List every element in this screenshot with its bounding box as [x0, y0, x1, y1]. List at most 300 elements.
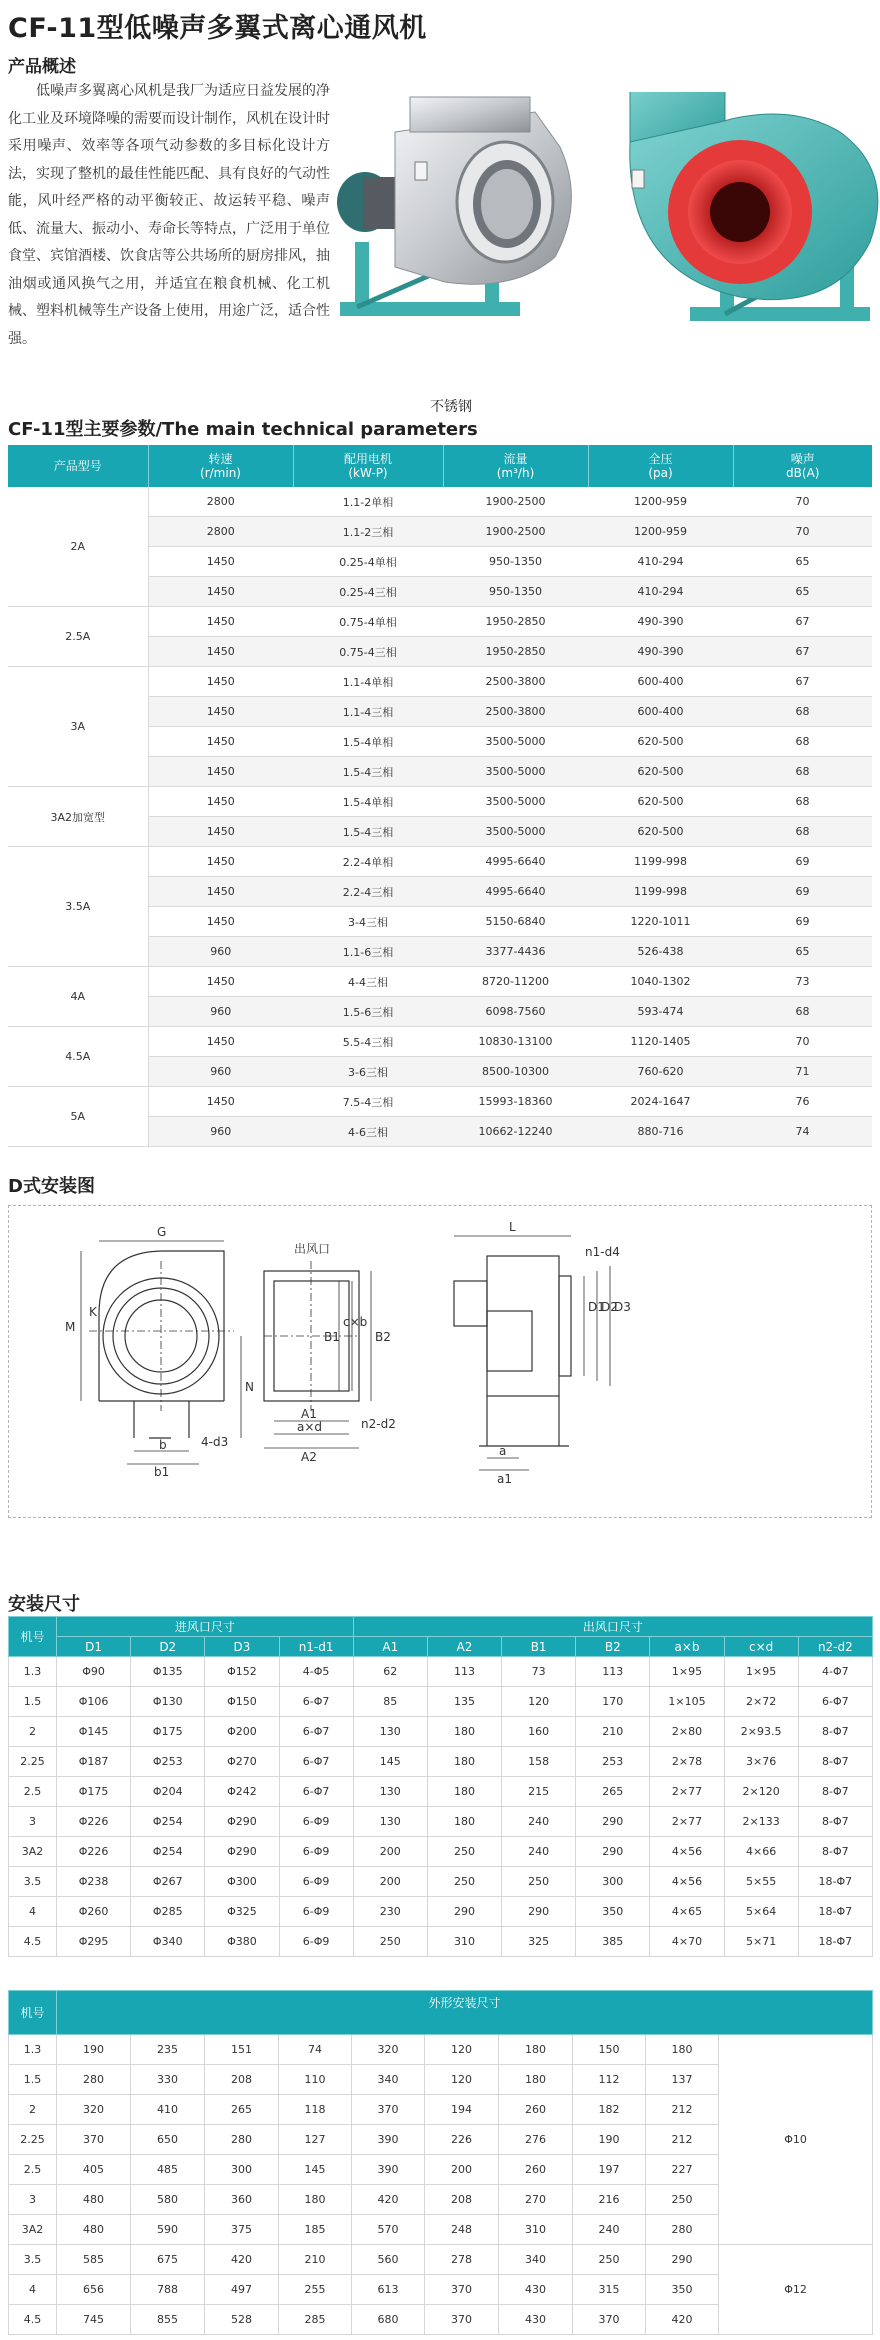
- install-cell: 250: [427, 1837, 501, 1867]
- dim-b1: b1: [154, 1465, 170, 1479]
- outline-row: [9, 2245, 873, 2275]
- outline-machine-cell: 4: [9, 2275, 57, 2305]
- outline-cell: 430: [499, 2305, 573, 2335]
- params-cell: 15993-18360: [443, 1087, 588, 1117]
- params-model-cell: 2.5A: [8, 607, 148, 667]
- dim-cxb: c×b: [343, 1315, 368, 1329]
- outline-cell: 745: [57, 2305, 131, 2335]
- install-row: [9, 1777, 873, 1807]
- install-cell: 215: [502, 1777, 576, 1807]
- params-cell: 1.1-6三相: [293, 937, 443, 967]
- outline-cell: 265: [205, 2095, 279, 2125]
- params-cell: 1220-1011: [588, 907, 733, 937]
- params-cell: 8500-10300: [443, 1057, 588, 1087]
- install-row: [9, 1927, 873, 1957]
- install-col-header: B1: [502, 1637, 576, 1657]
- params-cell: 3377-4436: [443, 937, 588, 967]
- outline-row: [9, 2035, 873, 2065]
- outline-cell: 270: [499, 2185, 573, 2215]
- params-cell: 4-6三相: [293, 1117, 443, 1147]
- install-cell: 310: [427, 1927, 501, 1957]
- install-cell: 290: [502, 1897, 576, 1927]
- install-col-header: D1: [57, 1637, 131, 1657]
- install-cell: Φ204: [131, 1777, 205, 1807]
- params-cell: 1.5-4单相: [293, 787, 443, 817]
- params-cell: 70: [733, 517, 872, 547]
- install-cell: 325: [502, 1927, 576, 1957]
- install-cell: 113: [576, 1657, 650, 1687]
- params-cell: 620-500: [588, 727, 733, 757]
- params-cell: 0.25-4单相: [293, 547, 443, 577]
- outline-cell: 182: [573, 2095, 646, 2125]
- params-cell: 1450: [148, 667, 293, 697]
- install-cell: 62: [353, 1657, 427, 1687]
- install-cell: Φ187: [57, 1747, 131, 1777]
- outline-cell: 255: [279, 2275, 352, 2305]
- params-cell: 0.25-4三相: [293, 577, 443, 607]
- outline-cell: 276: [499, 2125, 573, 2155]
- outline-machine-cell: 1.3: [9, 2035, 57, 2065]
- params-heading: CF-11型主要参数/The main technical parameters: [8, 419, 478, 440]
- outline-cell: 260: [499, 2095, 573, 2125]
- outline-cell: 410: [131, 2095, 205, 2125]
- outline-cell: 330: [131, 2065, 205, 2095]
- params-cell: 1.5-6三相: [293, 997, 443, 1027]
- teal-fan-image: [630, 92, 878, 321]
- params-cell: 410-294: [588, 547, 733, 577]
- outline-cell: 150: [573, 2035, 646, 2065]
- install-cell: 1×105: [650, 1687, 724, 1717]
- install-cell: Φ290: [205, 1837, 279, 1867]
- install-col-header: B2: [576, 1637, 650, 1657]
- install-cell: 5×64: [724, 1897, 798, 1927]
- outline-cell: 390: [352, 2125, 425, 2155]
- params-cell: 1.1-2单相: [293, 487, 443, 517]
- params-row: [8, 967, 872, 997]
- outline-cell: 590: [131, 2215, 205, 2245]
- install-cell: 2×120: [724, 1777, 798, 1807]
- outline-cell: 360: [205, 2185, 279, 2215]
- params-cell: 69: [733, 847, 872, 877]
- params-cell: 760-620: [588, 1057, 733, 1087]
- install-cell: 4-Φ7: [798, 1657, 872, 1687]
- params-row: [8, 847, 872, 877]
- install-cell: 2×133: [724, 1807, 798, 1837]
- outline-machine-cell: 3: [9, 2185, 57, 2215]
- outline-machine-cell: 1.5: [9, 2065, 57, 2095]
- outline-cell: 485: [131, 2155, 205, 2185]
- params-cell: 1950-2850: [443, 607, 588, 637]
- install-cell: 250: [353, 1927, 427, 1957]
- params-cell: 1.1-2三相: [293, 517, 443, 547]
- outline-cell: 248: [425, 2215, 499, 2245]
- install-machine-cell: 1.3: [9, 1657, 57, 1687]
- params-cell: 68: [733, 997, 872, 1027]
- outline-cell: 420: [646, 2305, 719, 2335]
- install-cell: 6-Φ9: [279, 1897, 353, 1927]
- params-cell: 10662-12240: [443, 1117, 588, 1147]
- dim-G: G: [157, 1225, 167, 1239]
- outlet-label: 出风口: [294, 1242, 331, 1256]
- install-cell: 290: [427, 1897, 501, 1927]
- install-cell: Φ200: [205, 1717, 279, 1747]
- install-machine-cell: 1.5: [9, 1687, 57, 1717]
- install-cell: 250: [427, 1867, 501, 1897]
- install-row: [9, 1747, 873, 1777]
- params-cell: 1450: [148, 847, 293, 877]
- outline-cell: 613: [352, 2275, 425, 2305]
- install-header-row-2: [9, 1637, 873, 1657]
- params-cell: 1900-2500: [443, 517, 588, 547]
- outline-cell: 480: [57, 2185, 131, 2215]
- outline-cell: 675: [131, 2245, 205, 2275]
- outline-machine-cell: 2.25: [9, 2125, 57, 2155]
- outline-cell: 528: [205, 2305, 279, 2335]
- header-pressure: 全压 (pa): [588, 445, 733, 487]
- install-cell: 2×80: [650, 1717, 724, 1747]
- install-cell: 85: [353, 1687, 427, 1717]
- params-cell: 69: [733, 907, 872, 937]
- outline-cell: 375: [205, 2215, 279, 2245]
- install-cell: 3×76: [724, 1747, 798, 1777]
- install-cell: 8-Φ7: [798, 1777, 872, 1807]
- outline-cell: 216: [573, 2185, 646, 2215]
- install-cell: 6-Φ7: [279, 1777, 353, 1807]
- install-cell: 2×77: [650, 1807, 724, 1837]
- install-cell: 18-Φ7: [798, 1927, 872, 1957]
- outline-cell: 370: [573, 2305, 646, 2335]
- install-cell: Φ295: [57, 1927, 131, 1957]
- dim-b: b: [159, 1438, 167, 1452]
- params-model-cell: 3A: [8, 667, 148, 787]
- outline-cell: 315: [573, 2275, 646, 2305]
- install-cell: Φ175: [131, 1717, 205, 1747]
- outline-cell: 180: [279, 2185, 352, 2215]
- install-cell: 18-Φ7: [798, 1897, 872, 1927]
- outline-cell: 656: [57, 2275, 131, 2305]
- install-row: [9, 1837, 873, 1867]
- install-machine-cell: 2.5: [9, 1777, 57, 1807]
- install-cell: 6-Φ9: [279, 1807, 353, 1837]
- params-cell: 10830-13100: [443, 1027, 588, 1057]
- install-cell: 8-Φ7: [798, 1837, 872, 1867]
- install-header-row-1: [9, 1617, 873, 1637]
- install-cell: 265: [576, 1777, 650, 1807]
- params-cell: 1450: [148, 787, 293, 817]
- install-cell: 1×95: [650, 1657, 724, 1687]
- install-col-header: A2: [427, 1637, 501, 1657]
- installation-diagram: [8, 1205, 872, 1518]
- outline-cell: 197: [573, 2155, 646, 2185]
- install-cell: Φ300: [205, 1867, 279, 1897]
- params-cell: 620-500: [588, 817, 733, 847]
- params-cell: 410-294: [588, 577, 733, 607]
- params-row: [8, 607, 872, 637]
- install-cell: 4×56: [650, 1867, 724, 1897]
- params-cell: 0.75-4三相: [293, 637, 443, 667]
- outline-cell: 120: [425, 2065, 499, 2095]
- install-cell: 350: [576, 1897, 650, 1927]
- install-cell: Φ145: [57, 1717, 131, 1747]
- params-cell: 74: [733, 1117, 872, 1147]
- install-machine-cell: 2.25: [9, 1747, 57, 1777]
- install-cell: Φ242: [205, 1777, 279, 1807]
- outline-cell: 250: [646, 2185, 719, 2215]
- install-col-header: n2-d2: [798, 1637, 872, 1657]
- outline-cell: 112: [573, 2065, 646, 2095]
- install-cell: 4-Φ5: [279, 1657, 353, 1687]
- install-cell: 253: [576, 1747, 650, 1777]
- params-cell: 68: [733, 757, 872, 787]
- params-row: [8, 1087, 872, 1117]
- params-cell: 1900-2500: [443, 487, 588, 517]
- params-cell: 2.2-4三相: [293, 877, 443, 907]
- install-col-header: D3: [205, 1637, 279, 1657]
- params-cell: 1450: [148, 817, 293, 847]
- outline-cell: 127: [279, 2125, 352, 2155]
- outline-machine-header: 机号: [9, 1991, 57, 2035]
- params-cell: 2500-3800: [443, 697, 588, 727]
- install-cell: 290: [576, 1807, 650, 1837]
- outline-cell: 497: [205, 2275, 279, 2305]
- params-cell: 1.5-4三相: [293, 757, 443, 787]
- install-cell: Φ340: [131, 1927, 205, 1957]
- params-cell: 600-400: [588, 697, 733, 727]
- outline-cell: 185: [279, 2215, 352, 2245]
- install-cell: 160: [502, 1717, 576, 1747]
- outline-cell: 650: [131, 2125, 205, 2155]
- install-cell: Φ130: [131, 1687, 205, 1717]
- install-cell: Φ285: [131, 1897, 205, 1927]
- install-heading: 安装尺寸: [8, 1594, 80, 1615]
- params-cell: 3500-5000: [443, 817, 588, 847]
- params-cell: 593-474: [588, 997, 733, 1027]
- params-cell: 1450: [148, 907, 293, 937]
- install-cell: 8-Φ7: [798, 1717, 872, 1747]
- outline-cell: 370: [352, 2095, 425, 2125]
- install-cell: Φ254: [131, 1807, 205, 1837]
- install-cell: 2×72: [724, 1687, 798, 1717]
- outline-cell: 855: [131, 2305, 205, 2335]
- params-cell: 620-500: [588, 757, 733, 787]
- install-machine-cell: 4: [9, 1897, 57, 1927]
- params-cell: 2800: [148, 517, 293, 547]
- outline-merged-cell: Φ10: [719, 2035, 873, 2245]
- params-cell: 76: [733, 1087, 872, 1117]
- params-cell: 1450: [148, 637, 293, 667]
- params-cell: 1450: [148, 577, 293, 607]
- params-cell: 67: [733, 667, 872, 697]
- install-cell: 200: [353, 1867, 427, 1897]
- params-cell: 3-6三相: [293, 1057, 443, 1087]
- params-cell: 960: [148, 997, 293, 1027]
- header-noise: 噪声 dB(A): [733, 445, 872, 487]
- install-cell: 4×65: [650, 1897, 724, 1927]
- params-cell: 526-438: [588, 937, 733, 967]
- params-cell: 1.5-4单相: [293, 727, 443, 757]
- install-cell: 6-Φ9: [279, 1927, 353, 1957]
- install-machine-cell: 3A2: [9, 1837, 57, 1867]
- params-cell: 70: [733, 487, 872, 517]
- outline-cell: 145: [279, 2155, 352, 2185]
- params-cell: 1950-2850: [443, 637, 588, 667]
- install-cell: 290: [576, 1837, 650, 1867]
- install-cell: Φ290: [205, 1807, 279, 1837]
- outline-cell: 208: [425, 2185, 499, 2215]
- outline-cell: 405: [57, 2155, 131, 2185]
- install-row: [9, 1687, 873, 1717]
- params-model-cell: 3A2加宽型: [8, 787, 148, 847]
- install-cell: 250: [502, 1867, 576, 1897]
- install-cell: Φ253: [131, 1747, 205, 1777]
- header-motor: 配用电机 (kW-P): [293, 445, 443, 487]
- product-photos: [335, 92, 880, 392]
- install-cell: 1×95: [724, 1657, 798, 1687]
- install-cell: Φ260: [57, 1897, 131, 1927]
- params-cell: 490-390: [588, 607, 733, 637]
- outline-cell: 480: [57, 2215, 131, 2245]
- dim-N: N: [245, 1380, 254, 1394]
- install-col-header: A1: [353, 1637, 427, 1657]
- outline-cell: 240: [573, 2215, 646, 2245]
- params-cell: 65: [733, 577, 872, 607]
- install-cell: Φ106: [57, 1687, 131, 1717]
- outline-header-row: [9, 1991, 873, 2035]
- params-model-cell: 3.5A: [8, 847, 148, 967]
- diagram-heading: D式安装图: [8, 1176, 95, 1197]
- outline-cell: 137: [646, 2065, 719, 2095]
- outline-merged-cell: Φ12: [719, 2245, 873, 2335]
- outline-cell: 180: [646, 2035, 719, 2065]
- params-cell: 1.1-4三相: [293, 697, 443, 727]
- params-cell: 0.75-4单相: [293, 607, 443, 637]
- params-cell: 880-716: [588, 1117, 733, 1147]
- outline-cell: 390: [352, 2155, 425, 2185]
- install-cell: 6-Φ9: [279, 1837, 353, 1867]
- overview-heading: 产品概述: [8, 57, 76, 77]
- header-speed: 转速 (r/min): [148, 445, 293, 487]
- install-machine-header: 机号: [9, 1617, 57, 1657]
- outline-cell: 290: [646, 2245, 719, 2275]
- outline-cell: 320: [57, 2095, 131, 2125]
- install-cell: 180: [427, 1747, 501, 1777]
- install-cell: Φ267: [131, 1867, 205, 1897]
- outline-machine-cell: 3.5: [9, 2245, 57, 2275]
- outline-cell: 280: [57, 2065, 131, 2095]
- params-cell: 7.5-4三相: [293, 1087, 443, 1117]
- params-cell: 4995-6640: [443, 877, 588, 907]
- params-cell: 1450: [148, 697, 293, 727]
- dim-d3: 4-d3: [201, 1435, 229, 1449]
- dim-axd: a×d: [297, 1420, 323, 1434]
- install-cell: 18-Φ7: [798, 1867, 872, 1897]
- outline-cell: 208: [205, 2065, 279, 2095]
- params-row: [8, 787, 872, 817]
- params-model-cell: 2A: [8, 487, 148, 607]
- outline-cell: 585: [57, 2245, 131, 2275]
- install-cell: 8-Φ7: [798, 1747, 872, 1777]
- outline-cell: 180: [499, 2035, 573, 2065]
- params-cell: 5150-6840: [443, 907, 588, 937]
- outline-cell: 118: [279, 2095, 352, 2125]
- dim-A2: A2: [301, 1450, 317, 1464]
- install-cell: 2×77: [650, 1777, 724, 1807]
- outline-cell: 120: [425, 2035, 499, 2065]
- outline-machine-cell: 2: [9, 2095, 57, 2125]
- params-cell: 4995-6640: [443, 847, 588, 877]
- params-cell: 1200-959: [588, 487, 733, 517]
- outlet-header: 出风口尺寸: [353, 1617, 872, 1637]
- params-cell: 960: [148, 1057, 293, 1087]
- install-cell: 73: [502, 1657, 576, 1687]
- params-model-cell: 5A: [8, 1087, 148, 1147]
- install-cell: 4×66: [724, 1837, 798, 1867]
- install-machine-cell: 2: [9, 1717, 57, 1747]
- params-cell: 1450: [148, 1027, 293, 1057]
- dim-a: a: [499, 1444, 507, 1458]
- install-cell: 5×55: [724, 1867, 798, 1897]
- params-row: [8, 667, 872, 697]
- params-cell: 65: [733, 937, 872, 967]
- outline-cell: 350: [646, 2275, 719, 2305]
- dim-a1: a1: [497, 1472, 512, 1486]
- install-cell: 180: [427, 1717, 501, 1747]
- params-cell: 2500-3800: [443, 667, 588, 697]
- install-cell: 130: [353, 1807, 427, 1837]
- install-cell: 2×78: [650, 1747, 724, 1777]
- params-cell: 3-4三相: [293, 907, 443, 937]
- params-cell: 67: [733, 637, 872, 667]
- params-cell: 1450: [148, 967, 293, 997]
- outline-cell: 190: [573, 2125, 646, 2155]
- params-model-cell: 4A: [8, 967, 148, 1027]
- outline-cell: 310: [499, 2215, 573, 2245]
- install-cell: 6-Φ7: [279, 1717, 353, 1747]
- install-cell: 4×70: [650, 1927, 724, 1957]
- outline-cell: 212: [646, 2125, 719, 2155]
- install-table: [8, 1616, 873, 1957]
- params-row: [8, 1027, 872, 1057]
- install-cell: 120: [502, 1687, 576, 1717]
- dim-D1: D1: [588, 1300, 605, 1314]
- install-col-header: a×b: [650, 1637, 724, 1657]
- install-cell: 300: [576, 1867, 650, 1897]
- params-cell: 1.1-4单相: [293, 667, 443, 697]
- params-cell: 960: [148, 937, 293, 967]
- dim-B1: B1: [324, 1330, 340, 1344]
- page-title: CF-11型低噪声多翼式离心通风机: [8, 13, 427, 44]
- install-cell: 180: [427, 1777, 501, 1807]
- params-cell: 620-500: [588, 787, 733, 817]
- install-cell: 5×71: [724, 1927, 798, 1957]
- install-machine-cell: 3.5: [9, 1867, 57, 1897]
- params-cell: 69: [733, 877, 872, 907]
- params-cell: 68: [733, 697, 872, 727]
- outline-cell: 280: [646, 2215, 719, 2245]
- params-cell: 1450: [148, 757, 293, 787]
- params-cell: 2024-1647: [588, 1087, 733, 1117]
- install-cell: 385: [576, 1927, 650, 1957]
- params-cell: 600-400: [588, 667, 733, 697]
- install-cell: Φ380: [205, 1927, 279, 1957]
- params-row: [8, 487, 872, 517]
- stainless-fan-image: [337, 97, 571, 316]
- params-cell: 1120-1405: [588, 1027, 733, 1057]
- install-machine-cell: 4.5: [9, 1927, 57, 1957]
- outline-cell: 278: [425, 2245, 499, 2275]
- outline-cell: 227: [646, 2155, 719, 2185]
- params-cell: 3500-5000: [443, 727, 588, 757]
